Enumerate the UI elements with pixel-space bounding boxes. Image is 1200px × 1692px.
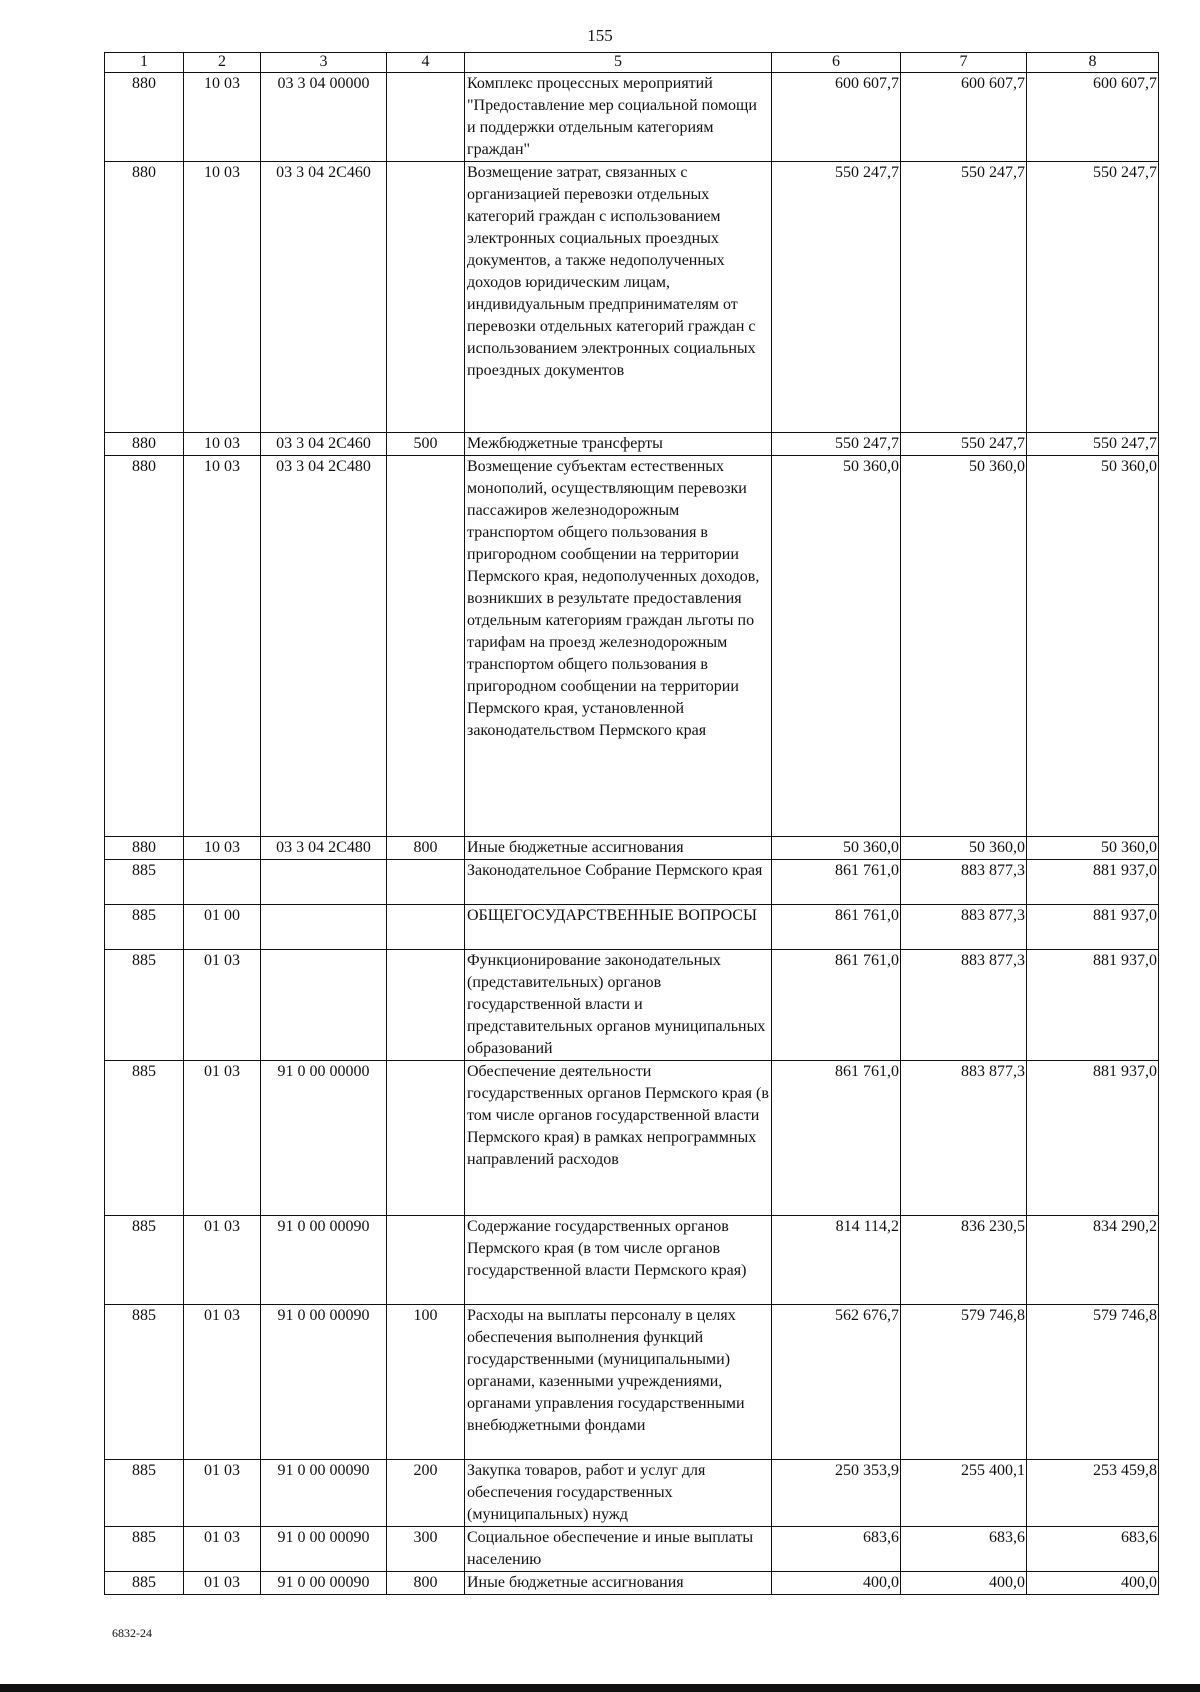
cell-section-code: 10 03: [184, 162, 261, 433]
cell-description: Возмещение субъектам естественных монополий, осуществляющим перевозки пассажиров железнодорожным транспортом общего пользования в пригородном сообщении на территории Пермского края, недополученных доходов, возникших в результате предоставления отдельным категориям граждан льготы по тарифам на проезд железнодорожным транспортом общего пользования в пригородном сообщении на территории Пермского края, установленной законодательством Пермского края: [465, 456, 772, 837]
cell-amount-year3: 600 607,7: [1027, 73, 1159, 162]
cell-amount-year2: 683,6: [901, 1527, 1027, 1572]
table-row: [105, 1305, 1159, 1460]
cell-section-code: 01 03: [184, 1527, 261, 1572]
cell-admin-code: 885: [105, 1216, 184, 1305]
cell-description: Содержание государственных органов Пермского края (в том числе органов государственной власти Пермского края): [465, 1216, 772, 1305]
column-header: 3: [261, 53, 387, 73]
cell-description: Иные бюджетные ассигнования: [465, 1572, 772, 1595]
table-row: [105, 456, 1159, 837]
cell-description: Иные бюджетные ассигнования: [465, 837, 772, 860]
table-body: [105, 73, 1159, 1595]
cell-admin-code: 885: [105, 1061, 184, 1216]
cell-amount-year2: 883 877,3: [901, 950, 1027, 1061]
cell-amount-year3: 579 746,8: [1027, 1305, 1159, 1460]
cell-admin-code: 880: [105, 837, 184, 860]
cell-target-code: 03 3 04 2С460: [261, 162, 387, 433]
cell-section-code: 01 03: [184, 1460, 261, 1527]
cell-target-code: [261, 950, 387, 1061]
cell-target-code: 91 0 00 00000: [261, 1061, 387, 1216]
cell-description: Социальное обеспечение и иные выплаты населению: [465, 1527, 772, 1572]
cell-amount-year2: 836 230,5: [901, 1216, 1027, 1305]
cell-amount-year1: 550 247,7: [772, 162, 901, 433]
cell-description: Функционирование законодательных (представительных) органов государственной власти и представительных органов муниципальных образований: [465, 950, 772, 1061]
cell-section-code: 01 03: [184, 1572, 261, 1595]
table-row: [105, 73, 1159, 162]
column-header: 8: [1027, 53, 1159, 73]
cell-description: Расходы на выплаты персоналу в целях обеспечения выполнения функций государственными (муниципальными) органами, казенными учреждениями, органами управления государственными внебюджетными фондами: [465, 1305, 772, 1460]
cell-target-code: [261, 905, 387, 950]
table-row: [105, 905, 1159, 950]
cell-amount-year1: 814 114,2: [772, 1216, 901, 1305]
cell-amount-year1: 400,0: [772, 1572, 901, 1595]
cell-amount-year3: 881 937,0: [1027, 950, 1159, 1061]
cell-admin-code: 880: [105, 433, 184, 456]
cell-expense-type: 800: [387, 837, 465, 860]
cell-amount-year2: 579 746,8: [901, 1305, 1027, 1460]
cell-target-code: 91 0 00 00090: [261, 1305, 387, 1460]
cell-expense-type: [387, 456, 465, 837]
table-row: [105, 1061, 1159, 1216]
cell-admin-code: 880: [105, 456, 184, 837]
cell-amount-year1: 550 247,7: [772, 433, 901, 456]
cell-target-code: 91 0 00 00090: [261, 1527, 387, 1572]
cell-expense-type: [387, 905, 465, 950]
cell-target-code: [261, 860, 387, 905]
column-header: 5: [465, 53, 772, 73]
header-row: [105, 53, 1159, 73]
cell-amount-year3: 881 937,0: [1027, 1061, 1159, 1216]
cell-target-code: 91 0 00 00090: [261, 1572, 387, 1595]
cell-amount-year2: 883 877,3: [901, 1061, 1027, 1216]
cell-admin-code: 880: [105, 162, 184, 433]
cell-amount-year3: 683,6: [1027, 1527, 1159, 1572]
cell-expense-type: [387, 73, 465, 162]
cell-target-code: 03 3 04 2С460: [261, 433, 387, 456]
cell-expense-type: [387, 950, 465, 1061]
cell-section-code: 01 03: [184, 950, 261, 1061]
cell-target-code: 91 0 00 00090: [261, 1460, 387, 1527]
cell-description: Законодательное Собрание Пермского края: [465, 860, 772, 905]
cell-description: Обеспечение деятельности государственных органов Пермского края (в том числе органов государственной власти Пермского края) в рамках непрограммных направлений расходов: [465, 1061, 772, 1216]
column-header: 4: [387, 53, 465, 73]
cell-amount-year3: 881 937,0: [1027, 860, 1159, 905]
cell-description: Комплекс процессных мероприятий "Предоставление мер социальной помощи и поддержки отдельным категориям граждан": [465, 73, 772, 162]
cell-amount-year1: 861 761,0: [772, 1061, 901, 1216]
cell-admin-code: 885: [105, 950, 184, 1061]
cell-description: Возмещение затрат, связанных с организацией перевозки отдельных категорий граждан с использованием электронных социальных проездных документов, а также недополученных доходов юридическим лицам, индивидуальным предпринимателям от перевозки отдельных категорий граждан с использованием электронных социальных проездных документов: [465, 162, 772, 433]
cell-target-code: 03 3 04 00000: [261, 73, 387, 162]
cell-amount-year2: 883 877,3: [901, 905, 1027, 950]
cell-description: Закупка товаров, работ и услуг для обеспечения государственных (муниципальных) нужд: [465, 1460, 772, 1527]
cell-amount-year3: 253 459,8: [1027, 1460, 1159, 1527]
cell-amount-year2: 400,0: [901, 1572, 1027, 1595]
cell-expense-type: 100: [387, 1305, 465, 1460]
cell-target-code: 91 0 00 00090: [261, 1216, 387, 1305]
cell-amount-year1: 683,6: [772, 1527, 901, 1572]
cell-target-code: 03 3 04 2С480: [261, 456, 387, 837]
cell-section-code: 01 03: [184, 1305, 261, 1460]
cell-expense-type: [387, 860, 465, 905]
cell-admin-code: 885: [105, 860, 184, 905]
cell-admin-code: 885: [105, 905, 184, 950]
column-header: 7: [901, 53, 1027, 73]
cell-target-code: 03 3 04 2С480: [261, 837, 387, 860]
cell-amount-year2: 255 400,1: [901, 1460, 1027, 1527]
cell-expense-type: [387, 1216, 465, 1305]
budget-table: [104, 52, 1159, 1595]
cell-description: ОБЩЕГОСУДАРСТВЕННЫЕ ВОПРОСЫ: [465, 905, 772, 950]
scan-edge: [0, 1684, 1200, 1692]
table-row: [105, 1572, 1159, 1595]
cell-amount-year1: 600 607,7: [772, 73, 901, 162]
cell-amount-year3: 834 290,2: [1027, 1216, 1159, 1305]
cell-section-code: [184, 860, 261, 905]
table-row: [105, 162, 1159, 433]
cell-section-code: 01 03: [184, 1061, 261, 1216]
cell-section-code: 10 03: [184, 456, 261, 837]
cell-section-code: 01 00: [184, 905, 261, 950]
table-row: [105, 433, 1159, 456]
cell-expense-type: 800: [387, 1572, 465, 1595]
cell-amount-year2: 50 360,0: [901, 456, 1027, 837]
cell-admin-code: 885: [105, 1305, 184, 1460]
cell-amount-year2: 550 247,7: [901, 433, 1027, 456]
page-number: 155: [587, 26, 613, 45]
table-row: [105, 950, 1159, 1061]
cell-description: Межбюджетные трансферты: [465, 433, 772, 456]
table-row: [105, 837, 1159, 860]
footer-code: 6832-24: [112, 1626, 152, 1640]
cell-amount-year2: 883 877,3: [901, 860, 1027, 905]
cell-section-code: 10 03: [184, 433, 261, 456]
cell-amount-year3: 550 247,7: [1027, 433, 1159, 456]
cell-amount-year3: 400,0: [1027, 1572, 1159, 1595]
table-row: [105, 1216, 1159, 1305]
table-row: [105, 1460, 1159, 1527]
cell-amount-year3: 550 247,7: [1027, 162, 1159, 433]
cell-admin-code: 885: [105, 1460, 184, 1527]
column-header: 6: [772, 53, 901, 73]
cell-expense-type: [387, 1061, 465, 1216]
cell-amount-year2: 550 247,7: [901, 162, 1027, 433]
cell-amount-year1: 562 676,7: [772, 1305, 901, 1460]
cell-amount-year1: 250 353,9: [772, 1460, 901, 1527]
cell-expense-type: 500: [387, 433, 465, 456]
cell-expense-type: [387, 162, 465, 433]
cell-section-code: 10 03: [184, 73, 261, 162]
column-header: 2: [184, 53, 261, 73]
cell-amount-year3: 881 937,0: [1027, 905, 1159, 950]
table-row: [105, 860, 1159, 905]
cell-admin-code: 880: [105, 73, 184, 162]
cell-amount-year1: 861 761,0: [772, 950, 901, 1061]
cell-amount-year1: 861 761,0: [772, 905, 901, 950]
cell-amount-year2: 600 607,7: [901, 73, 1027, 162]
cell-admin-code: 885: [105, 1527, 184, 1572]
cell-expense-type: 200: [387, 1460, 465, 1527]
cell-amount-year1: 50 360,0: [772, 837, 901, 860]
cell-amount-year2: 50 360,0: [901, 837, 1027, 860]
column-header: 1: [105, 53, 184, 73]
cell-amount-year1: 50 360,0: [772, 456, 901, 837]
table-row: [105, 1527, 1159, 1572]
cell-amount-year3: 50 360,0: [1027, 456, 1159, 837]
cell-admin-code: 885: [105, 1572, 184, 1595]
cell-amount-year1: 861 761,0: [772, 860, 901, 905]
cell-amount-year3: 50 360,0: [1027, 837, 1159, 860]
cell-expense-type: 300: [387, 1527, 465, 1572]
cell-section-code: 10 03: [184, 837, 261, 860]
cell-section-code: 01 03: [184, 1216, 261, 1305]
